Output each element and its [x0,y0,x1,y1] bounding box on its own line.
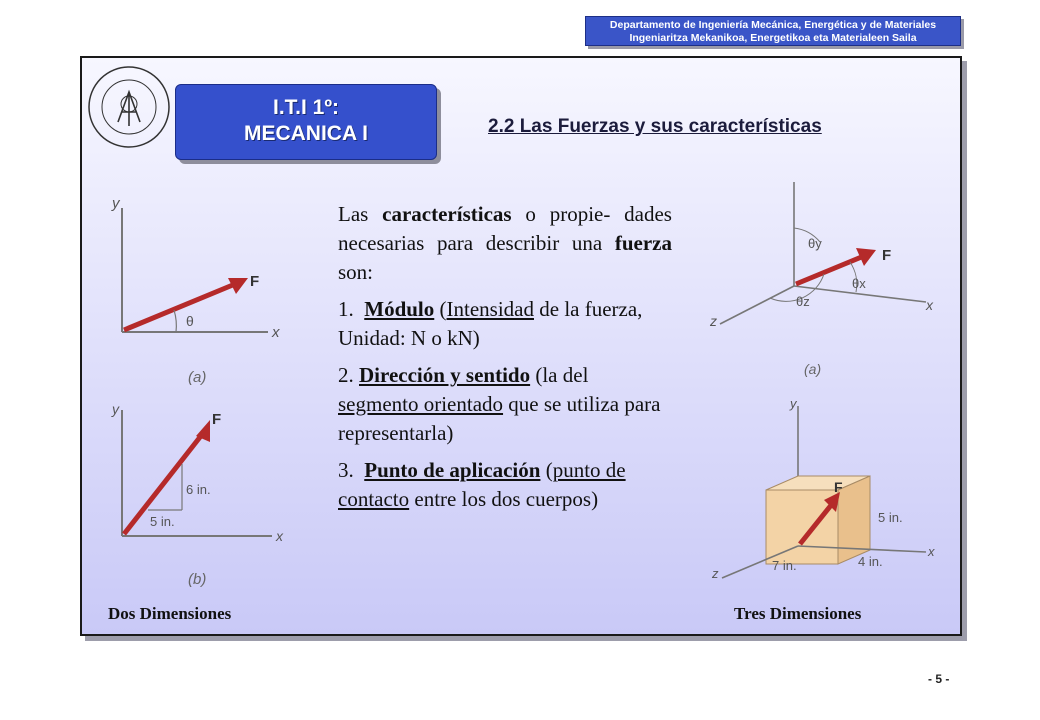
item-direction [338,361,672,448]
item-number: 1. [338,297,354,321]
item-text: de la fuerza, Unidad: N o kN) [338,297,643,350]
figure-3d-angles [700,178,950,388]
body-text [338,200,672,522]
item-number: 3. [338,458,354,482]
y-axis-label: y [112,401,119,417]
y-axis-label: y [112,195,120,212]
item-text: entre los dos cuerpos) [409,487,599,511]
dimension-4in: 4 in. [858,554,883,569]
figure-3d-box [700,396,950,602]
item-heading: Dirección y sentido [359,363,531,387]
figure-2d-angle [100,190,300,390]
figure-caption-a3d: (a) [804,361,822,377]
figure-2d-slope [100,398,300,598]
page-number: - 5 - [928,672,950,686]
slide-title: 2.2 Las Fuerzas y sus características [488,116,822,137]
x-axis-label: x [926,297,933,313]
item-number: 2. [338,363,354,387]
box-side [838,476,870,564]
keyword-fuerza: fuerza [614,231,672,255]
intro-text: Las [338,202,383,226]
item-underlined-term: Intensidad [446,297,534,321]
intro-paragraph [338,200,672,287]
keyword-caracteristicas: características [382,202,512,226]
force-label: F [250,273,260,290]
vertical-dimension-label: 6 in. [186,482,211,497]
item-text: (la del [530,363,589,387]
force-label: F [834,479,843,495]
item-text: ( [540,458,553,482]
theta-label: θ [186,313,194,329]
dimension-7in: 7 in. [772,558,797,573]
item-heading: Punto de aplicación [364,458,541,482]
theta-y-label: θy [808,236,822,251]
course-name: MECANICA I [243,122,369,145]
horizontal-dimension-label: 5 in. [150,514,175,529]
item-magnitude [338,295,672,353]
university-seal-logo [86,64,172,150]
intro-text: o propie- dades necesarias para describir una [338,202,672,255]
item-underlined-term: segmento orientado [338,392,504,416]
item-underlined-term: punto de contacto [338,458,626,511]
item-text: ( [434,297,447,321]
theta-x-label: θx [852,276,866,291]
department-name-eu: Ingeniaritza Mekanikoa, Energetikoa eta Materialeen Saila [629,32,917,44]
item-heading: Módulo [364,297,435,321]
department-name-es: Departamento de Ingeniería Mecánica, Energética y de Materiales [609,19,937,31]
force-vector [124,282,240,330]
item-text: que se utiliza para representarla) [338,392,661,445]
figure-caption-b: (b) [188,571,207,588]
caption-three-dimensions: Tres Dimensiones [734,604,862,623]
item-application-point [338,456,672,514]
intro-text: son: [338,260,374,284]
course-code: I.T.I 1º: [272,96,339,119]
z-axis [720,286,794,324]
course-badge [175,84,437,160]
force-label: F [212,411,222,428]
figure-caption-a: (a) [188,369,207,386]
z-axis-label: z [712,566,719,581]
x-axis-label: x [272,324,280,341]
x-axis-label: x [928,544,935,559]
dimension-5in: 5 in. [878,510,903,525]
y-axis-label: y [790,396,797,411]
angle-arc [174,310,176,332]
z-axis-label: z [710,313,717,329]
force-label: F [882,247,892,264]
caption-two-dimensions: Dos Dimensiones [108,604,232,623]
theta-z-label: θz [796,294,810,309]
department-header [585,16,961,46]
x-axis-label: x [276,528,283,544]
